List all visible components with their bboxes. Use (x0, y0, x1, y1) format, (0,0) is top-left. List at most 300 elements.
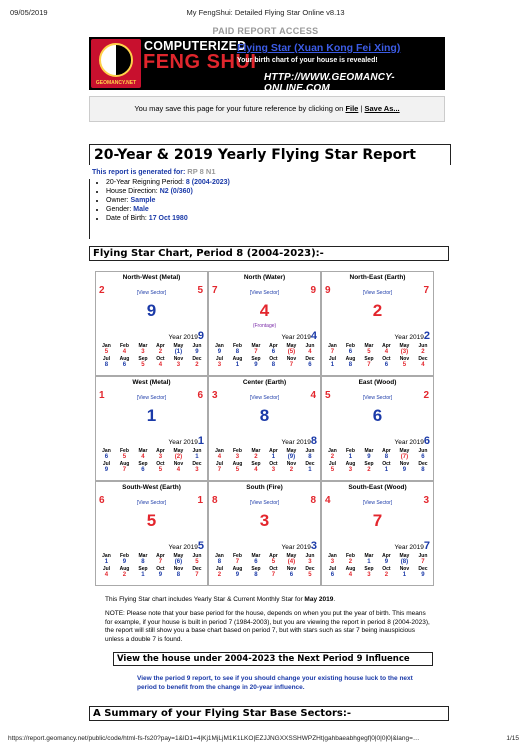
base-star: 2 (372, 301, 383, 320)
month-label: Nov (399, 461, 410, 467)
month-label: Aug (345, 566, 356, 572)
month-star: 7 (217, 467, 222, 473)
base-star: 1 (146, 406, 157, 425)
month-label: Oct (382, 566, 391, 572)
month-star: 2 (254, 454, 258, 460)
month-star: (9) (287, 454, 296, 460)
month-label: Feb (346, 343, 355, 349)
month-star: 1 (104, 559, 109, 565)
next-period-note: View the period 9 report, to see if you should change your existing house luck to the next period to benefit from the change in 20-year influence. (137, 675, 413, 691)
month-star: 3 (348, 467, 353, 473)
monthly-stars-table (324, 448, 432, 474)
file-menu-link[interactable]: File (345, 104, 359, 113)
monthly-stars-table (211, 448, 319, 474)
view-sector-link[interactable]: [View Sector] (362, 500, 393, 506)
next-period-link[interactable]: View the house under 2004-2023 the Next Period 9 Influence (113, 652, 433, 666)
month-star: 4 (176, 467, 181, 473)
month-star: 2 (421, 349, 425, 355)
month-star: 7 (122, 467, 127, 473)
report-title: 20-Year & 2019 Yearly Flying Star Report (89, 144, 451, 165)
month-label: Mar (364, 448, 374, 454)
view-sector-link[interactable]: [View Sector] (136, 290, 167, 296)
month-star: 3 (367, 572, 371, 578)
month-star: 5 (367, 349, 371, 355)
month-label: May (399, 448, 410, 454)
month-label: Dec (192, 356, 202, 362)
month-label: Sep (251, 461, 261, 467)
month-label: Oct (156, 356, 165, 362)
view-sector-link[interactable]: [View Sector] (249, 395, 280, 401)
sector-cell (321, 376, 434, 481)
base-star: 4 (259, 301, 270, 320)
month-label: Jan (215, 553, 224, 559)
monthly-stars-table (98, 553, 206, 579)
month-star: 1 (195, 454, 199, 460)
month-star: 2 (348, 559, 353, 565)
month-label: Aug (119, 356, 130, 362)
month-label: Mar (138, 448, 148, 454)
month-star: 6 (330, 572, 335, 578)
save-notice: You may save this page for your future reference by clicking on File | Save As... (89, 96, 445, 122)
month-label: Aug (345, 461, 356, 467)
year-star: Year 20197 (394, 540, 430, 552)
month-label: Oct (269, 356, 278, 362)
detail-owner: • Owner: Sample (106, 196, 230, 205)
month-star: (8) (400, 559, 409, 565)
month-label: May (399, 343, 410, 349)
month-star: (1) (174, 349, 183, 355)
detail-dob: • Date of Birth: 17 Oct 1980 (106, 214, 230, 223)
month-star: 8 (308, 454, 312, 460)
month-star: 1 (271, 454, 276, 460)
month-star: 9 (195, 349, 199, 355)
month-label: Sep (364, 356, 374, 362)
month-star: 7 (271, 572, 276, 578)
month-label: Nov (286, 356, 297, 362)
month-label: Dec (305, 461, 315, 467)
month-label: Jun (418, 553, 428, 559)
month-star: 3 (217, 362, 222, 368)
month-star: 1 (308, 467, 312, 473)
month-star: 5 (141, 362, 145, 368)
month-label: May (399, 553, 410, 559)
month-star: 9 (254, 362, 258, 368)
water-star: 7 (423, 285, 429, 296)
month-star: (4) (287, 559, 296, 565)
month-star: 6 (289, 572, 294, 578)
month-label: Jun (192, 553, 202, 559)
month-label: Feb (346, 448, 355, 454)
period-note: NOTE: Please note that your base period for the house, depends on when you put the year of birth. This means for example, if your house is built in period 7 (1984-2003), but you are viewing the report in period 8 (2004-2023), the report will still show you a base chart based on period 7, but with stars such as star 7 being inauspicious unless a double 7 is found. (105, 610, 430, 643)
view-sector-link[interactable]: [View Sector] (249, 500, 280, 506)
month-label: Nov (399, 356, 410, 362)
month-label: Jan (215, 448, 224, 454)
month-label: Aug (232, 566, 243, 572)
month-label: Oct (269, 566, 278, 572)
mountain-star: 4 (325, 495, 331, 506)
monthly-stars-table (98, 448, 206, 474)
month-star: 5 (235, 467, 240, 473)
month-star: 8 (235, 349, 240, 355)
month-label: Nov (286, 566, 297, 572)
detail-period: • 20-Year Reigning Period: 8 (2004-2023) (106, 178, 230, 187)
month-label: Nov (173, 566, 184, 572)
mountain-star: 6 (99, 495, 105, 506)
sector-name: South-East (Wood) (348, 484, 407, 491)
water-star: 4 (310, 390, 316, 401)
month-star: 8 (421, 467, 425, 473)
month-label: Jul (328, 461, 337, 467)
generated-for: This report is generated for: RP 8 N1 (92, 167, 216, 176)
month-label: Jul (102, 356, 111, 362)
month-star: 6 (122, 362, 127, 368)
month-star: 9 (104, 467, 109, 473)
month-label: Aug (119, 566, 130, 572)
month-label: Apr (269, 553, 278, 559)
banner-feng-shui: FENG SHUI (143, 51, 257, 73)
month-star: 1 (141, 572, 145, 578)
year-star: Year 20193 (281, 540, 317, 552)
month-label: Jun (192, 448, 202, 454)
month-label: Feb (120, 343, 129, 349)
month-star: 7 (289, 362, 294, 368)
month-star: 4 (158, 362, 163, 368)
banner-url[interactable]: HTTP://WWW.GEOMANCY-ONLINE.COM (264, 72, 395, 90)
month-label: Jan (102, 448, 111, 454)
month-star: 3 (330, 559, 335, 565)
banner-tagline: Your birth chart of your house is revealed! (237, 57, 378, 64)
month-label: Apr (156, 448, 165, 454)
month-label: Jul (215, 566, 224, 572)
month-star: 5 (104, 349, 109, 355)
month-label: Apr (156, 343, 165, 349)
month-star: 1 (402, 572, 407, 578)
year-star: Year 20191 (168, 435, 204, 447)
flying-star-chart (95, 271, 435, 586)
sector-name: West (Metal) (132, 379, 171, 386)
sector-name: South-West (Earth) (122, 484, 181, 491)
base-star: 8 (259, 406, 270, 425)
sector-name: Center (Earth) (242, 379, 287, 386)
month-star: 9 (217, 349, 222, 355)
month-star: 7 (158, 559, 163, 565)
month-label: Jun (192, 343, 202, 349)
sector-cell (321, 481, 434, 586)
month-label: May (173, 448, 184, 454)
month-label: Mar (251, 343, 261, 349)
summary-heading: A Summary of your Flying Star Base Sectors:- (89, 706, 449, 721)
month-label: Dec (192, 461, 202, 467)
month-star: 4 (421, 362, 425, 368)
print-title: My FengShui: Detailed Flying Star Online v8.13 (186, 8, 345, 17)
month-star: 8 (271, 362, 276, 368)
month-label: Jun (305, 448, 315, 454)
month-label: Apr (269, 343, 278, 349)
month-label: Mar (364, 553, 374, 559)
view-sector-link[interactable]: [View Sector] (136, 395, 167, 401)
base-star: 5 (146, 511, 157, 530)
month-label: Mar (251, 448, 261, 454)
month-star: 2 (122, 572, 127, 578)
month-label: Sep (364, 566, 374, 572)
month-star: 6 (254, 559, 258, 565)
month-label: Oct (156, 461, 165, 467)
month-label: Feb (120, 553, 129, 559)
month-label: Feb (233, 343, 242, 349)
monthly-stars-table (324, 553, 432, 579)
report-details (92, 178, 230, 223)
month-label: Sep (251, 356, 261, 362)
month-label: Dec (418, 356, 428, 362)
month-label: Jul (215, 356, 224, 362)
month-label: Feb (346, 553, 355, 559)
mountain-star: 8 (212, 495, 218, 506)
month-label: Dec (192, 566, 202, 572)
month-label: Mar (364, 343, 374, 349)
month-label: Nov (286, 461, 297, 467)
month-label: Dec (305, 566, 315, 572)
monthly-stars-table (211, 553, 319, 579)
sector-cell (208, 481, 321, 586)
sector-cell (208, 376, 321, 481)
month-label: Aug (232, 356, 243, 362)
monthly-stars-table (324, 343, 432, 369)
month-label: Oct (382, 356, 391, 362)
month-star: 1 (330, 362, 335, 368)
month-star: 8 (217, 559, 222, 565)
month-star: 5 (402, 362, 407, 368)
month-star: 5 (308, 572, 312, 578)
sector-name: East (Wood) (358, 379, 397, 386)
month-star: 3 (271, 467, 276, 473)
month-label: Dec (418, 566, 428, 572)
month-star: 3 (235, 454, 240, 460)
view-sector-link[interactable]: [View Sector] (362, 290, 393, 296)
title-box-edge (89, 179, 90, 239)
month-label: Jul (215, 461, 224, 467)
month-star: 8 (348, 362, 353, 368)
month-star: 7 (330, 349, 335, 355)
month-label: Apr (382, 448, 391, 454)
sector-cell (208, 271, 321, 376)
month-star: 6 (348, 349, 353, 355)
month-star: 4 (141, 454, 145, 460)
month-label: Sep (251, 566, 261, 572)
detail-gender: • Gender: Male (106, 205, 230, 214)
month-star: 2 (195, 362, 199, 368)
month-label: Sep (138, 566, 148, 572)
frontage-label: (Frontage) (252, 323, 277, 329)
chart-note: This Flying Star chart includes Yearly Star & Current Monthly Star for May 2019. (105, 596, 336, 603)
month-star: 9 (421, 572, 425, 578)
flying-star-link[interactable]: Flying Star (Xuan Kong Fei Xing) (237, 42, 401, 54)
month-star: 6 (308, 362, 312, 368)
month-label: Dec (305, 356, 315, 362)
detail-direction: • House Direction: N2 (0/360) (106, 187, 230, 196)
month-star: 4 (348, 572, 353, 578)
month-star: 4 (384, 349, 389, 355)
month-star: (2) (174, 454, 183, 460)
view-sector-link[interactable]: [View Sector] (136, 500, 167, 506)
month-star: 5 (158, 467, 163, 473)
month-label: May (286, 343, 297, 349)
year-star: Year 20192 (394, 330, 430, 342)
water-star: 5 (197, 285, 203, 296)
base-star: 3 (259, 511, 270, 530)
month-star: 8 (176, 572, 181, 578)
month-label: Jun (418, 448, 428, 454)
mountain-star: 7 (212, 285, 218, 296)
month-star: 7 (421, 559, 425, 565)
month-label: Mar (138, 343, 148, 349)
month-star: 7 (367, 362, 371, 368)
month-star: 2 (384, 572, 389, 578)
water-star: 3 (423, 495, 429, 506)
view-sector-link[interactable]: [View Sector] (249, 290, 280, 296)
month-star: (3) (400, 349, 409, 355)
month-star: 9 (235, 572, 240, 578)
water-star: 1 (197, 495, 203, 506)
month-label: Jul (328, 356, 337, 362)
month-star: 3 (141, 349, 145, 355)
yin-yang-logo-icon: GEOMANCY.NET (91, 39, 141, 88)
month-star: 5 (195, 559, 199, 565)
month-star: 1 (235, 362, 240, 368)
month-label: Jan (102, 343, 111, 349)
month-star: (5) (287, 349, 296, 355)
month-star: 5 (122, 454, 127, 460)
month-label: Sep (364, 461, 374, 467)
month-star: 1 (367, 559, 371, 565)
sector-cell (95, 271, 208, 376)
mountain-star: 3 (212, 390, 218, 401)
month-star: 3 (176, 362, 181, 368)
month-label: Mar (251, 553, 261, 559)
month-star: 1 (348, 454, 353, 460)
month-label: Mar (138, 553, 148, 559)
base-star: 9 (146, 301, 157, 320)
month-label: Jan (328, 343, 337, 349)
month-label: Aug (232, 461, 243, 467)
month-star: 4 (308, 349, 312, 355)
year-star: Year 20199 (168, 330, 204, 342)
month-label: Apr (382, 553, 391, 559)
month-star: 6 (384, 362, 389, 368)
footer-page: 1/15 (506, 735, 519, 742)
month-label: Apr (382, 343, 391, 349)
print-date: 09/05/2019 (10, 8, 48, 17)
month-label: Sep (138, 356, 148, 362)
month-star: 9 (367, 454, 371, 460)
month-star: 6 (141, 467, 145, 473)
month-star: 6 (104, 454, 109, 460)
month-star: 2 (217, 572, 222, 578)
mountain-star: 1 (99, 390, 105, 401)
month-label: May (173, 343, 184, 349)
month-star: 6 (421, 454, 425, 460)
month-label: Jun (305, 553, 315, 559)
month-label: Apr (156, 553, 165, 559)
month-label: May (286, 553, 297, 559)
sector-name: North-East (Earth) (349, 274, 406, 281)
month-star: 8 (254, 572, 258, 578)
view-sector-link[interactable]: [View Sector] (362, 395, 393, 401)
year-star: Year 20194 (281, 330, 317, 342)
month-star: 7 (235, 559, 240, 565)
month-star: 8 (141, 559, 145, 565)
water-star: 2 (423, 390, 429, 401)
mountain-star: 9 (325, 285, 331, 296)
month-star: 5 (271, 559, 276, 565)
month-star: 6 (271, 349, 276, 355)
month-label: Nov (173, 356, 184, 362)
month-star: 2 (289, 467, 294, 473)
month-star: 2 (330, 454, 335, 460)
month-label: Jan (328, 553, 337, 559)
footer-url: https://report.geomancy.net/public/code/html-fs-fs20?pay=1&ID1=4|Kj1MjLjM1K1LKO|EZJJNGXXSSHWPZHt|gahbaeabhgegf|0|0|0|0|&lang=… (8, 735, 420, 742)
sector-name: North (Water) (243, 274, 286, 281)
month-star: 4 (122, 349, 127, 355)
month-label: Jan (215, 343, 224, 349)
month-star: 7 (254, 349, 258, 355)
month-label: Feb (120, 448, 129, 454)
year-star: Year 20198 (281, 435, 317, 447)
month-label: Sep (138, 461, 148, 467)
month-label: Dec (418, 461, 428, 467)
sector-cell (321, 271, 434, 376)
month-label: Jan (328, 448, 337, 454)
chart-heading: Flying Star Chart, Period 8 (2004-2023):- (89, 246, 449, 261)
sector-name: North-West (Metal) (122, 274, 181, 281)
mountain-star: 5 (325, 390, 331, 401)
month-label: Jan (102, 553, 111, 559)
month-star: 4 (254, 467, 258, 473)
month-star: 3 (195, 467, 199, 473)
monthly-stars-table (98, 343, 206, 369)
banner-computerized: COMPUTERIZED (144, 39, 247, 53)
month-star: (7) (400, 454, 409, 460)
base-star: 7 (372, 511, 383, 530)
water-star: 9 (310, 285, 316, 296)
mountain-star: 2 (99, 285, 105, 296)
month-star: 7 (195, 572, 199, 578)
sector-name: South (Fire) (246, 484, 283, 491)
month-star: 9 (158, 572, 163, 578)
save-as-link[interactable]: Save As... (364, 104, 400, 113)
site-banner (89, 37, 445, 90)
month-label: Feb (233, 553, 242, 559)
year-star: Year 20196 (394, 435, 430, 447)
month-star: 4 (104, 572, 109, 578)
month-label: Jul (102, 461, 111, 467)
month-label: Feb (233, 448, 242, 454)
month-label: Aug (119, 461, 130, 467)
month-label: Jun (305, 343, 315, 349)
month-star: 8 (384, 454, 389, 460)
base-star: 6 (372, 406, 383, 425)
year-star: Year 20195 (168, 540, 204, 552)
water-star: 6 (197, 390, 203, 401)
month-label: Nov (399, 566, 410, 572)
month-star: (6) (174, 559, 183, 565)
month-label: Oct (269, 461, 278, 467)
month-star: 3 (308, 559, 312, 565)
month-label: Oct (156, 566, 165, 572)
month-star: 9 (384, 559, 389, 565)
monthly-stars-table (211, 343, 319, 369)
month-star: 2 (367, 467, 371, 473)
paid-report-label: PAID REPORT ACCESS (212, 26, 319, 36)
